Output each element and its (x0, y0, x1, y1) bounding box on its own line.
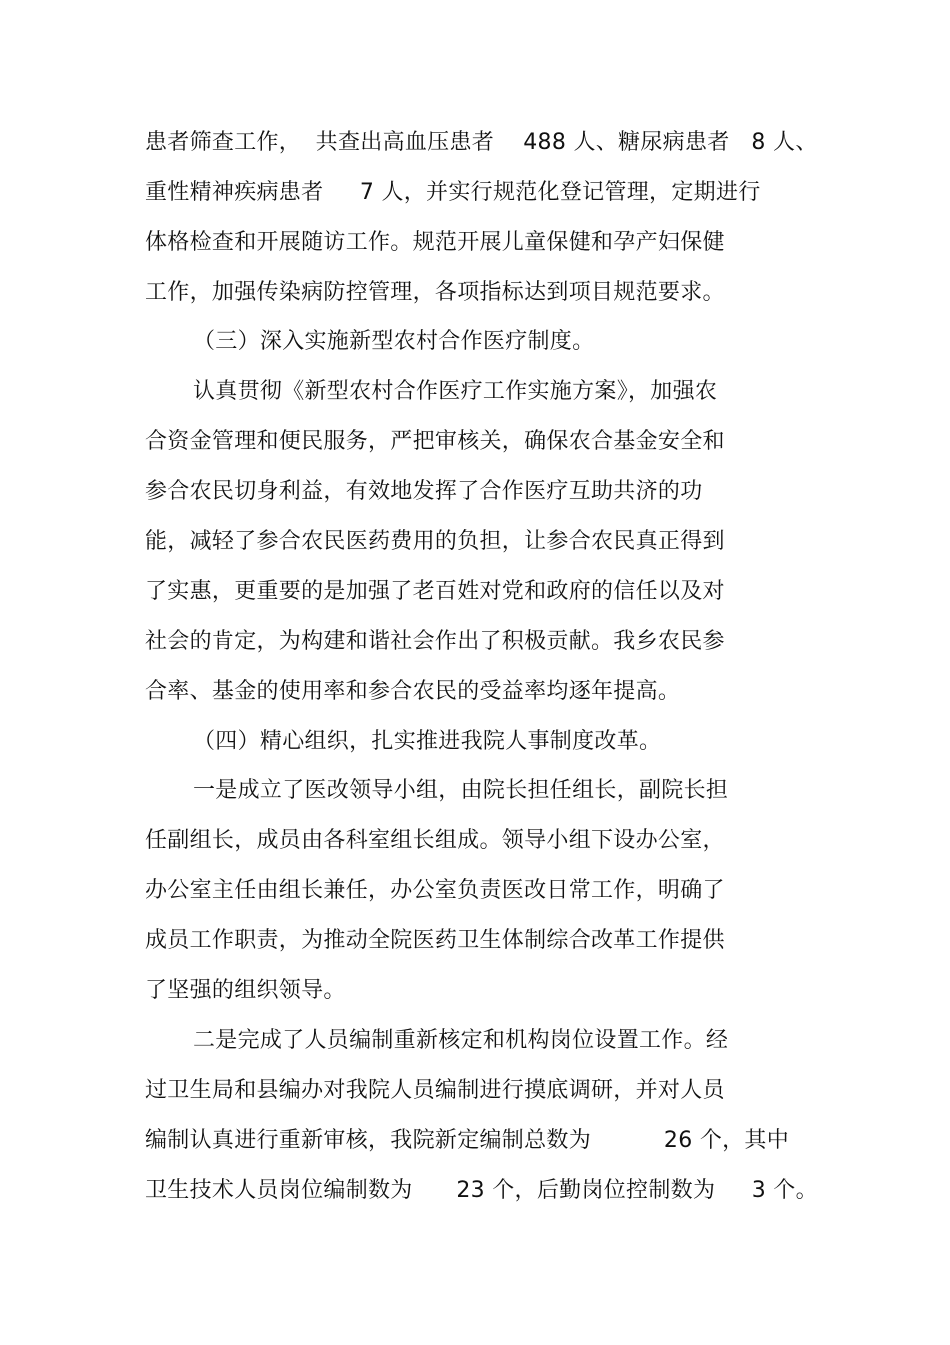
text-line: 合资金管理和便民服务，严把审核关，确保农合基金安全和 (145, 429, 725, 454)
text-line: 成员工作职责，为推动全院医药卫生体制综合改革工作提供 (145, 928, 725, 953)
text-line: 患者筛查工作， 共查出高血压患者 488 人、糖尿病患者 8 人、 (145, 130, 818, 155)
text-line: 过卫生局和县编办对我院人员编制进行摸底调研，并对人员 (145, 1078, 725, 1103)
section-heading: （三）深入实施新型农村合作医疗制度。 (193, 329, 595, 354)
text-line: 合率、基金的使用率和参合农民的受益率均逐年提高。 (145, 679, 681, 704)
text-line: 一是成立了医改领导小组，由院长担任组长，副院长担 (193, 778, 729, 803)
text-line: 办公室主任由组长兼任，办公室负责医改日常工作，明确了 (145, 878, 725, 903)
text-line: 工作，加强传染病防控管理，各项指标达到项目规范要求。 (145, 280, 725, 305)
text-line: 认真贯彻《新型农村合作医疗工作实施方案》，加强农 (193, 379, 718, 404)
text-line: 能，减轻了参合农民医药费用的负担，让参合农民真正得到 (145, 529, 725, 554)
text-line: 任副组长，成员由各科室组长组成。领导小组下设办公室， (145, 828, 725, 853)
text-line: 社会的肯定，为构建和谐社会作出了积极贡献。我乡农民参 (145, 629, 725, 654)
text-line: 二是完成了人员编制重新核定和机构岗位设置工作。经 (193, 1028, 729, 1053)
text-line: 卫生技术人员岗位编制数为 23 个，后勤岗位控制数为 3 个。 (145, 1178, 818, 1203)
text-line: 了实惠，更重要的是加强了老百姓对党和政府的信任以及对 (145, 579, 725, 604)
text-line: 了坚强的组织领导。 (145, 978, 346, 1003)
text-line: 重性精神疾病患者 7 人，并实行规范化登记管理，定期进行 (145, 180, 761, 205)
text-line: 参合农民切身利益，有效地发挥了合作医疗互助共济的功 (145, 479, 703, 504)
text-line: 编制认真进行重新审核，我院新定编制总数为 26 个，其中 (145, 1128, 790, 1153)
section-heading: （四）精心组织，扎实推进我院人事制度改革。 (193, 729, 662, 754)
text-line: 体格检查和开展随访工作。规范开展儿童保健和孕产妇保健 (145, 230, 725, 255)
